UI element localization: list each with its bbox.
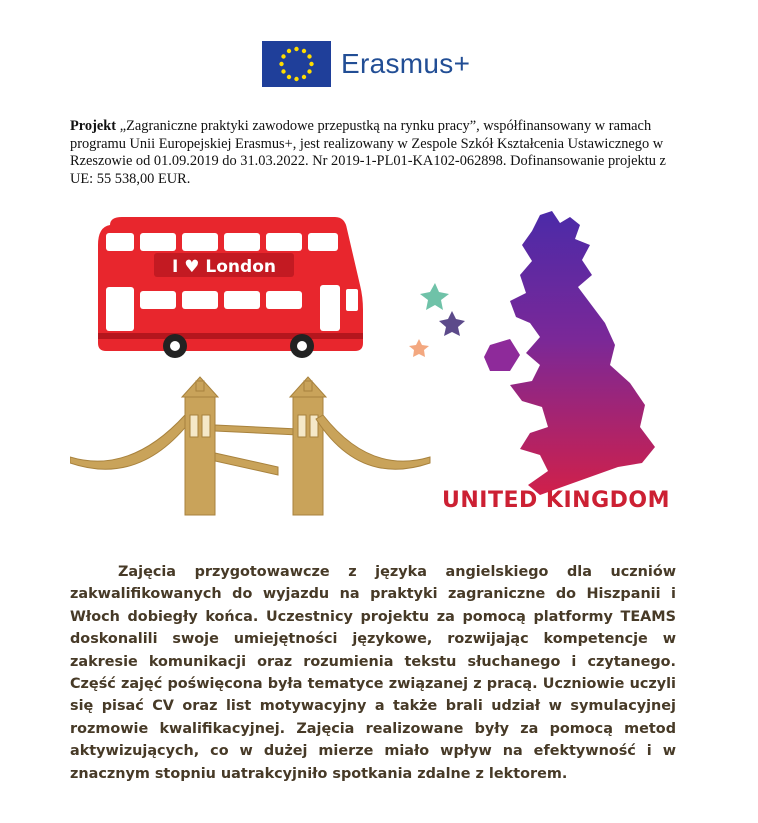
project-text: „Zagraniczne praktyki zawodowe przepustką na rynku pracy”, współfinansowany w ramach programu Unii Europejskiej Erasmus+, jest realizowany w Zespole Szkół Kształcenia Ustawicznego w Rzeszowie od 01.09.2019 do 31.03.2022. Nr 2019-1-PL01-KA102-062898. Dofinansowanie projektu z UE: 55 538,00 EUR. bbox=[70, 118, 666, 187]
project-description bbox=[70, 118, 682, 188]
bus-sign: I ♥ London bbox=[172, 257, 276, 277]
uk-map-icon bbox=[510, 211, 655, 495]
project-label: Projekt bbox=[70, 118, 117, 134]
stars-icon bbox=[409, 283, 465, 357]
erasmus-logo bbox=[262, 40, 470, 88]
body-paragraph-text: Zajęcia przygotowawcze z języka angielskiego dla uczniów zakwalifikowanych do wyjazdu na praktyki zagraniczne do Hiszpanii i Włoch dobiegły końca. Uczestnicy projektu za pomocą platformy TEAMS doskonalili swoje umiejętności językowe, rozwijając kompetencje w zakresie komunikacji oraz rozumienia tekstu słuchanego i czytanego. Część zajęć poświęcona była tematyce związanej z pracą. Uczniowie uczyli się pisać CV oraz list motywacyjny a także brali udział w symulacyjnej rozmowie kwalifikacyjnej. Zajęcia realizowane były za pomocą metod aktywizujących, co w dużej mierze miało wpływ na efektywność i w znacznym stopniu uatrakcyjniło spotkania zdalne z lektorem. bbox=[70, 564, 676, 782]
logo-text: Erasmus+ bbox=[341, 48, 471, 79]
eu-flag-icon bbox=[262, 41, 331, 87]
uk-label: UNITED KINGDOM bbox=[442, 488, 670, 513]
london-bus-icon bbox=[98, 217, 363, 358]
tower-bridge-icon bbox=[70, 377, 430, 515]
body-paragraph bbox=[70, 561, 676, 785]
london-illustration bbox=[70, 205, 680, 535]
